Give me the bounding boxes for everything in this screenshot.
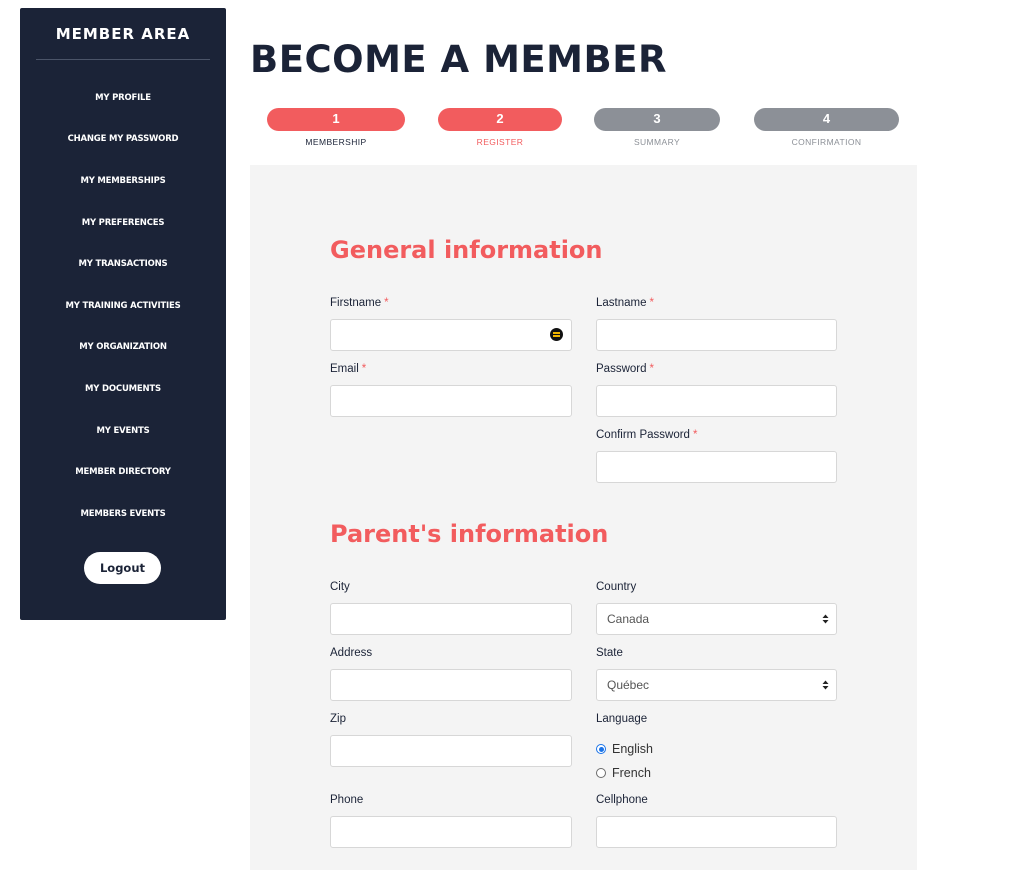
country-label: Country (596, 581, 637, 593)
sidebar-item-change-password[interactable]: CHANGE MY PASSWORD (67, 134, 179, 144)
country-select[interactable] (596, 603, 837, 635)
address-input[interactable] (330, 669, 572, 701)
phone-input[interactable] (330, 816, 572, 848)
state-label: State (596, 647, 623, 659)
sidebar-item-my-organization[interactable]: MY ORGANIZATION (79, 342, 167, 352)
language-option-french[interactable] (596, 766, 651, 780)
step-4-label: CONFIRMATION (791, 137, 862, 147)
phone-label: Phone (330, 794, 364, 806)
sidebar-item-my-memberships[interactable]: MY MEMBERSHIPS (80, 176, 166, 186)
cellphone-label: Cellphone (596, 794, 648, 806)
sidebar-item-my-transactions[interactable]: MY TRANSACTIONS (78, 259, 168, 269)
country-selected-value: Canada (607, 612, 650, 626)
firstname-label: Firstname * (330, 297, 389, 309)
english-radio[interactable] (596, 744, 606, 754)
language-option-english[interactable] (596, 742, 653, 756)
confirm-password-label: Confirm Password * (596, 429, 698, 441)
sidebar-item-member-directory[interactable]: MEMBER DIRECTORY (75, 467, 171, 477)
sidebar-item-my-training-activities[interactable]: MY TRAINING ACTIVITIES (65, 301, 181, 311)
email-input[interactable] (330, 385, 572, 417)
address-label: Address (330, 647, 373, 659)
city-label: City (330, 581, 350, 593)
city-input[interactable] (330, 603, 572, 635)
cellphone-input[interactable] (596, 816, 837, 848)
general-information-heading: General information (330, 236, 603, 264)
lastname-label: Lastname * (596, 297, 654, 309)
state-select[interactable] (596, 669, 837, 701)
french-radio-label: French (612, 766, 651, 780)
step-1-label: MEMBERSHIP (305, 137, 367, 147)
state-selected-value: Québec (607, 678, 650, 692)
step-1-pill[interactable]: 1 (267, 108, 405, 131)
french-radio[interactable] (596, 768, 606, 778)
sidebar-item-my-preferences[interactable]: MY PREFERENCES (81, 218, 165, 228)
select-arrows-icon (822, 614, 829, 624)
zip-label: Zip (330, 713, 346, 725)
email-label: Email * (330, 363, 367, 375)
firstname-input[interactable] (330, 319, 572, 351)
step-2-label: REGISTER (476, 137, 524, 147)
sidebar-item-my-documents[interactable]: MY DOCUMENTS (85, 384, 161, 394)
step-3-pill: 3 (594, 108, 720, 131)
lastname-input[interactable] (596, 319, 837, 351)
autofill-icon[interactable] (550, 328, 563, 341)
english-radio-label: English (612, 742, 653, 756)
step-2-pill: 2 (438, 108, 562, 131)
sidebar-divider (36, 59, 210, 60)
zip-input[interactable] (330, 735, 572, 767)
password-input[interactable] (596, 385, 837, 417)
sidebar-title: MEMBER AREA (55, 25, 191, 43)
sidebar-item-members-events[interactable]: MEMBERS EVENTS (80, 509, 166, 519)
step-4-pill: 4 (754, 108, 899, 131)
sidebar-item-my-events[interactable]: MY EVENTS (96, 426, 150, 436)
confirm-password-input[interactable] (596, 451, 837, 483)
page-title: BECOME A MEMBER (250, 38, 667, 81)
member-sidebar (20, 8, 226, 620)
select-arrows-icon (822, 680, 829, 690)
parent-information-heading: Parent's information (330, 520, 609, 548)
sidebar-item-my-profile[interactable]: MY PROFILE (95, 93, 151, 103)
step-3-label: SUMMARY (633, 137, 681, 147)
password-label: Password * (596, 363, 654, 375)
logout-button[interactable]: Logout (84, 552, 161, 584)
firstname-field-wrap (330, 319, 572, 351)
language-label: Language (596, 713, 648, 725)
